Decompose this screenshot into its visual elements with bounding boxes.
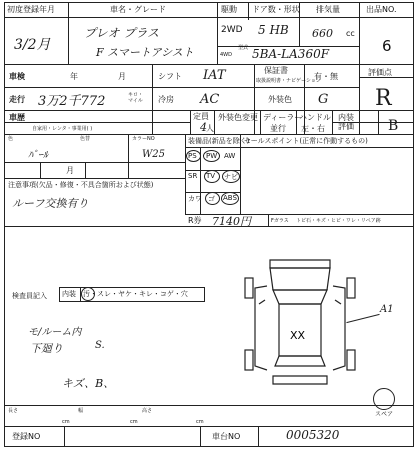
model-label: 型式 — [238, 45, 249, 51]
equip-tv: TV — [206, 172, 216, 180]
color-label: 外装色 — [268, 95, 292, 104]
spare-label: スペア — [375, 411, 394, 418]
drive-label: 駆動 — [221, 5, 237, 14]
hood — [270, 268, 330, 290]
equip-sr: SR — [188, 172, 198, 180]
color-change-label: 外装色変更 — [218, 113, 258, 122]
inspector-label: 検査員記入 — [12, 292, 47, 300]
f-glass-note: トビ石・キズ・ヒビ・ワレ・リペア跡 — [296, 218, 381, 224]
sales-point-label: セールスポイント(正常に作動するもの) — [244, 137, 368, 145]
handle-label: ハンドル — [299, 113, 331, 122]
outer-border-left — [4, 2, 5, 447]
rule — [359, 2, 360, 64]
warranty-value: 有・無 — [314, 72, 338, 81]
rule — [200, 426, 201, 446]
rule — [5, 110, 413, 111]
left-side — [255, 286, 267, 370]
capacity-unit: 人 — [206, 124, 214, 133]
circle-abs — [221, 192, 239, 205]
doors-label: ドア数・形状 — [252, 5, 300, 14]
rule — [214, 110, 215, 134]
outer-border-right — [413, 2, 414, 447]
circle-tv — [204, 170, 220, 183]
doors-value: 5 HB — [258, 23, 289, 37]
capacity-value: 4 — [200, 121, 207, 134]
circle-pw — [203, 150, 220, 162]
rule — [359, 77, 413, 78]
side-mark: A1 — [380, 304, 394, 315]
rule — [217, 2, 218, 64]
shaken-label: 車検 — [9, 72, 25, 81]
right-side — [333, 286, 345, 370]
rule — [5, 226, 185, 227]
circle-dirty — [81, 287, 95, 301]
equip-pw: PW — [206, 152, 218, 160]
rule — [268, 214, 269, 226]
shift-value: IAT — [203, 68, 226, 83]
chassis-label: 車台NO — [212, 432, 241, 441]
capacity-label: 定員 — [193, 112, 209, 121]
ac-label: 冷房 — [158, 95, 174, 104]
car-diagram — [235, 238, 365, 408]
rule — [5, 162, 185, 163]
outer-border-top — [4, 2, 414, 3]
first-reg-value: 3/2月 — [14, 37, 51, 53]
rule — [64, 426, 65, 446]
circle-navi — [222, 170, 240, 183]
mirror-r — [335, 300, 341, 304]
length-unit: cm — [62, 419, 70, 425]
rule — [5, 134, 413, 135]
ac-value: AC — [200, 92, 220, 107]
handle-value: 左・右 — [301, 124, 325, 133]
outer-border-bottom — [4, 446, 414, 447]
diagram-mark: XX — [290, 329, 306, 342]
equipment-title: 装備品(新品を除く) — [188, 137, 250, 145]
displacement-label: 排気量 — [316, 5, 340, 14]
width-label: 幅 — [78, 408, 84, 414]
circle-go — [205, 192, 220, 205]
mirror-l — [259, 300, 265, 304]
score-label: 評価点 — [368, 68, 392, 77]
interior-options: 汚・スレ・ヤケ・キレ・コゲ・穴 — [83, 290, 188, 298]
rule — [260, 110, 261, 134]
equip-ps: PS — [188, 152, 197, 160]
mileage-value: 3万2千772 — [38, 94, 106, 109]
car-name-value: プレオ プラス — [84, 26, 159, 40]
equip-navi: ナビ — [224, 173, 238, 181]
color-value: G — [318, 92, 329, 107]
front-bumper — [270, 260, 330, 268]
equip-go: ゴ — [208, 195, 215, 203]
rule — [5, 426, 413, 427]
equip-abs: ABS — [223, 194, 237, 202]
color-no-label: カラーNO — [132, 136, 155, 142]
warranty-sub: 取扱説明書・ナビゲーション — [256, 78, 321, 84]
height-unit: cm — [196, 419, 204, 425]
rule — [68, 2, 69, 64]
rule — [128, 134, 129, 178]
first-reg-label: 初度登録年月 — [7, 5, 55, 14]
circle-ps — [186, 150, 201, 162]
f-glass-label: Fガラス — [271, 218, 289, 224]
rule — [254, 64, 255, 134]
color-no-value: W25 — [142, 149, 166, 160]
notes-title: 注意事項(欠品・修復・不具合箇所および状態) — [8, 181, 154, 189]
score-value: R — [375, 86, 392, 111]
inner-value: B — [388, 118, 399, 134]
original-color-value: ﾊﾟｰﾙ — [28, 150, 48, 161]
notes-entry: ルーフ交換有り — [12, 197, 89, 210]
wheel-rr — [347, 350, 355, 370]
rear-bumper — [273, 376, 327, 384]
rule — [5, 64, 413, 65]
rule — [240, 134, 241, 214]
drive-value: 2WD — [221, 25, 243, 35]
history-label: 車歴 — [9, 113, 25, 122]
shaken-month-unit: 月 — [118, 72, 126, 81]
grade-value: F スマートアシスト — [96, 46, 194, 59]
inspector-comment-3: キズ、B、 — [62, 377, 115, 390]
lot-label: 出品NO. — [366, 5, 397, 14]
inspector-comment-1: モ/ルーム内 — [28, 327, 82, 338]
inspector-comment-2: 下廻り — [30, 342, 63, 355]
warranty-label: 保証書 — [264, 66, 288, 75]
displacement-unit: cc — [346, 29, 355, 38]
blank-month: 月 — [66, 166, 74, 175]
wheel-fl — [245, 278, 253, 298]
chassis-value: 0005320 — [286, 428, 340, 442]
rule — [190, 110, 191, 134]
wheel-rl — [245, 350, 253, 370]
rear-glass — [275, 356, 325, 366]
windshield — [273, 290, 327, 304]
width-unit: cm — [130, 419, 138, 425]
recycle-value: 7140円 — [212, 215, 251, 228]
equipment-grid — [186, 150, 240, 212]
inner-label: 内装 評価 — [338, 113, 354, 131]
dealer-label: ディーラー — [263, 113, 303, 122]
displacement-value: 660 — [312, 27, 333, 40]
interior-label: 内装 — [62, 290, 76, 298]
length-label: 長さ — [8, 408, 19, 414]
color-change-flag: 色替 — [80, 136, 91, 142]
rule — [258, 426, 259, 446]
lot-value: 6 — [382, 37, 392, 55]
height-label: 高さ — [142, 408, 153, 414]
spare-tire-icon — [373, 388, 395, 410]
rule — [359, 64, 360, 134]
shift-label: シフト — [158, 72, 182, 81]
rule — [185, 147, 413, 148]
original-color-label: 色 — [8, 136, 14, 142]
rule — [5, 122, 190, 123]
car-name-label: 車名・グレード — [110, 5, 166, 14]
mileage-unit: キロ・マイル — [128, 92, 144, 104]
reg-no-label: 登録NO — [12, 432, 41, 441]
four-wd-label: 4WD — [220, 52, 232, 58]
wheel-fr — [347, 278, 355, 298]
shaken-year-unit: 年 — [70, 72, 78, 81]
history-options: 自家用・レンタ・事業用( ) — [32, 126, 93, 132]
rule — [5, 17, 413, 18]
equip-leather: カワ — [188, 195, 202, 203]
rule — [5, 87, 359, 88]
dealer-value: 並行 — [270, 124, 286, 133]
model-value: 5BA-LA360F — [252, 47, 330, 61]
mileage-label: 走行 — [9, 95, 25, 104]
rule — [152, 64, 153, 134]
rule — [5, 178, 185, 179]
equip-aw: AW — [224, 152, 236, 160]
recycle-label: R券 — [188, 216, 202, 225]
inspector-mark-s: S. — [95, 340, 105, 351]
rule — [40, 162, 41, 178]
rule — [85, 162, 86, 178]
